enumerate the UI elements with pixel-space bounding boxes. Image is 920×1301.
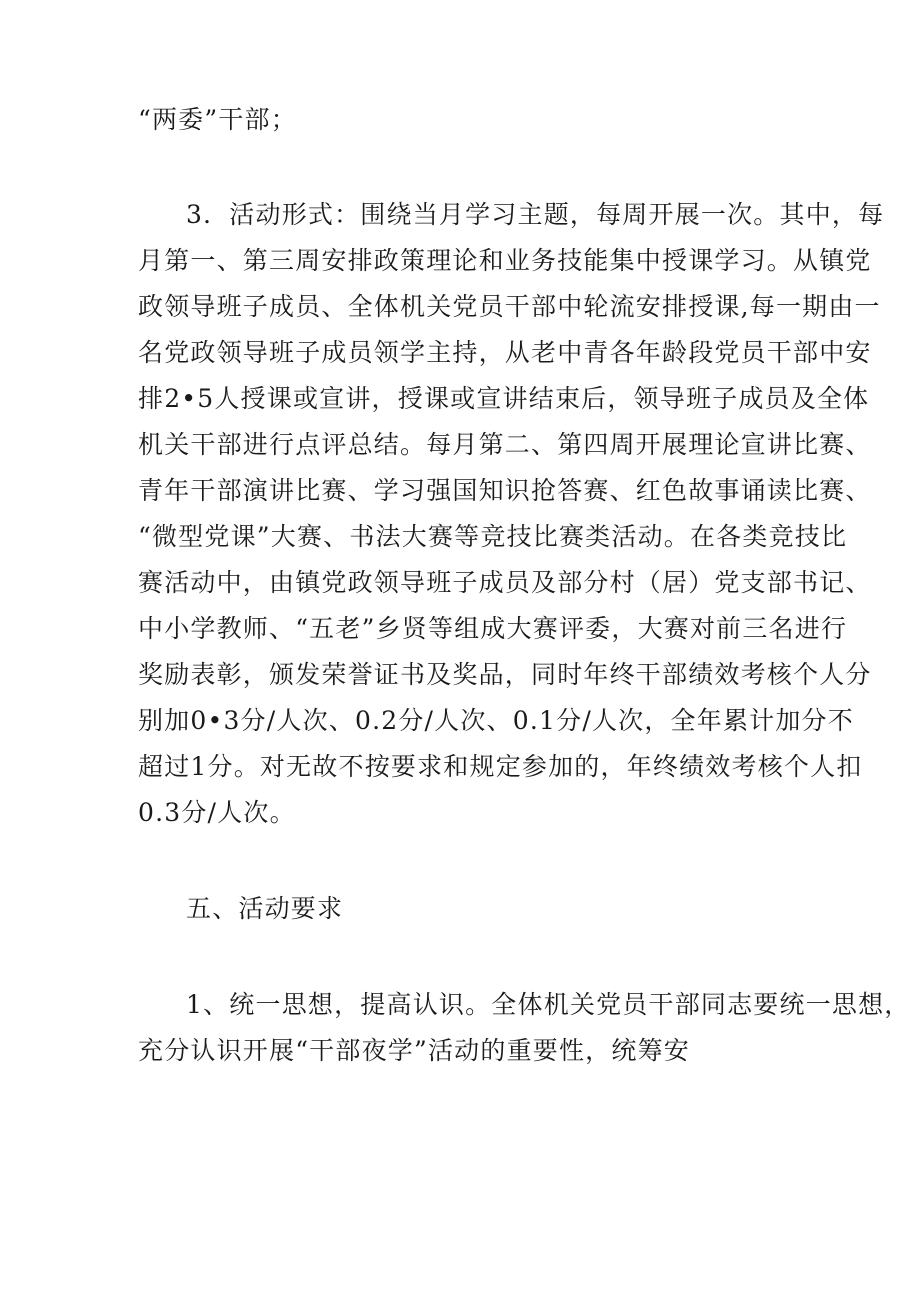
section3-line-12: 别加0•3分/人次、0.2分/人次、0.1分/人次，全年累计加分不 [138,706,854,735]
section3-line-7: 青年干部演讲比赛、学习强国知识抢答赛、红色故事诵读比赛、 [138,476,872,505]
section3-line-14: 0.3分/人次。 [138,798,296,827]
section3-line-10: 中小学教师、“五老”乡贤等组成大赛评委，大赛对前三名进行 [138,614,848,643]
section3-line-1: 3．活动形式：围绕当月学习主题，每周开展一次。其中，每 [186,200,885,229]
item1-line-1: 1、统一思想，提高认识。全体机关党员干部同志要统一思想， [186,990,911,1019]
section5-heading: 五、活动要求 [186,894,344,923]
section3-line-5: 排2•5人授课或宣讲，授课或宣讲结束后，领导班子成员及全体 [138,384,870,413]
section3-line-13: 超过1分。对无故不按要求和规定参加的，年终绩效考核个人扣 [138,752,863,781]
section3-line-8: “微型党课”大赛、书法大赛等竞技比赛类活动。在各类竞技比 [138,522,848,551]
section3-line-4: 名党政领导班子成员领学主持，从老中青各年龄段党员干部中安 [138,338,872,367]
section3-line-11: 奖励表彰，颁发荣誉证书及奖品，同时年终干部绩效考核个人分 [138,660,872,689]
section3-line-3: 政领导班子成员、全体机关党员干部中轮流安排授课,每一期由一 [138,292,881,321]
section3-line-9: 赛活动中，由镇党政领导班子成员及部分村（居）党支部书记、 [138,568,872,597]
section3-line-6: 机关干部进行点评总结。每月第二、第四周开展理论宣讲比赛、 [138,430,872,459]
section3-line-2: 月第一、第三周安排政策理论和业务技能集中授课学习。从镇党 [138,246,872,275]
item1-line-2: 充分认识开展“干部夜学”活动的重要性，统筹安 [138,1036,690,1065]
continued-line: “两委”干部； [138,105,297,134]
